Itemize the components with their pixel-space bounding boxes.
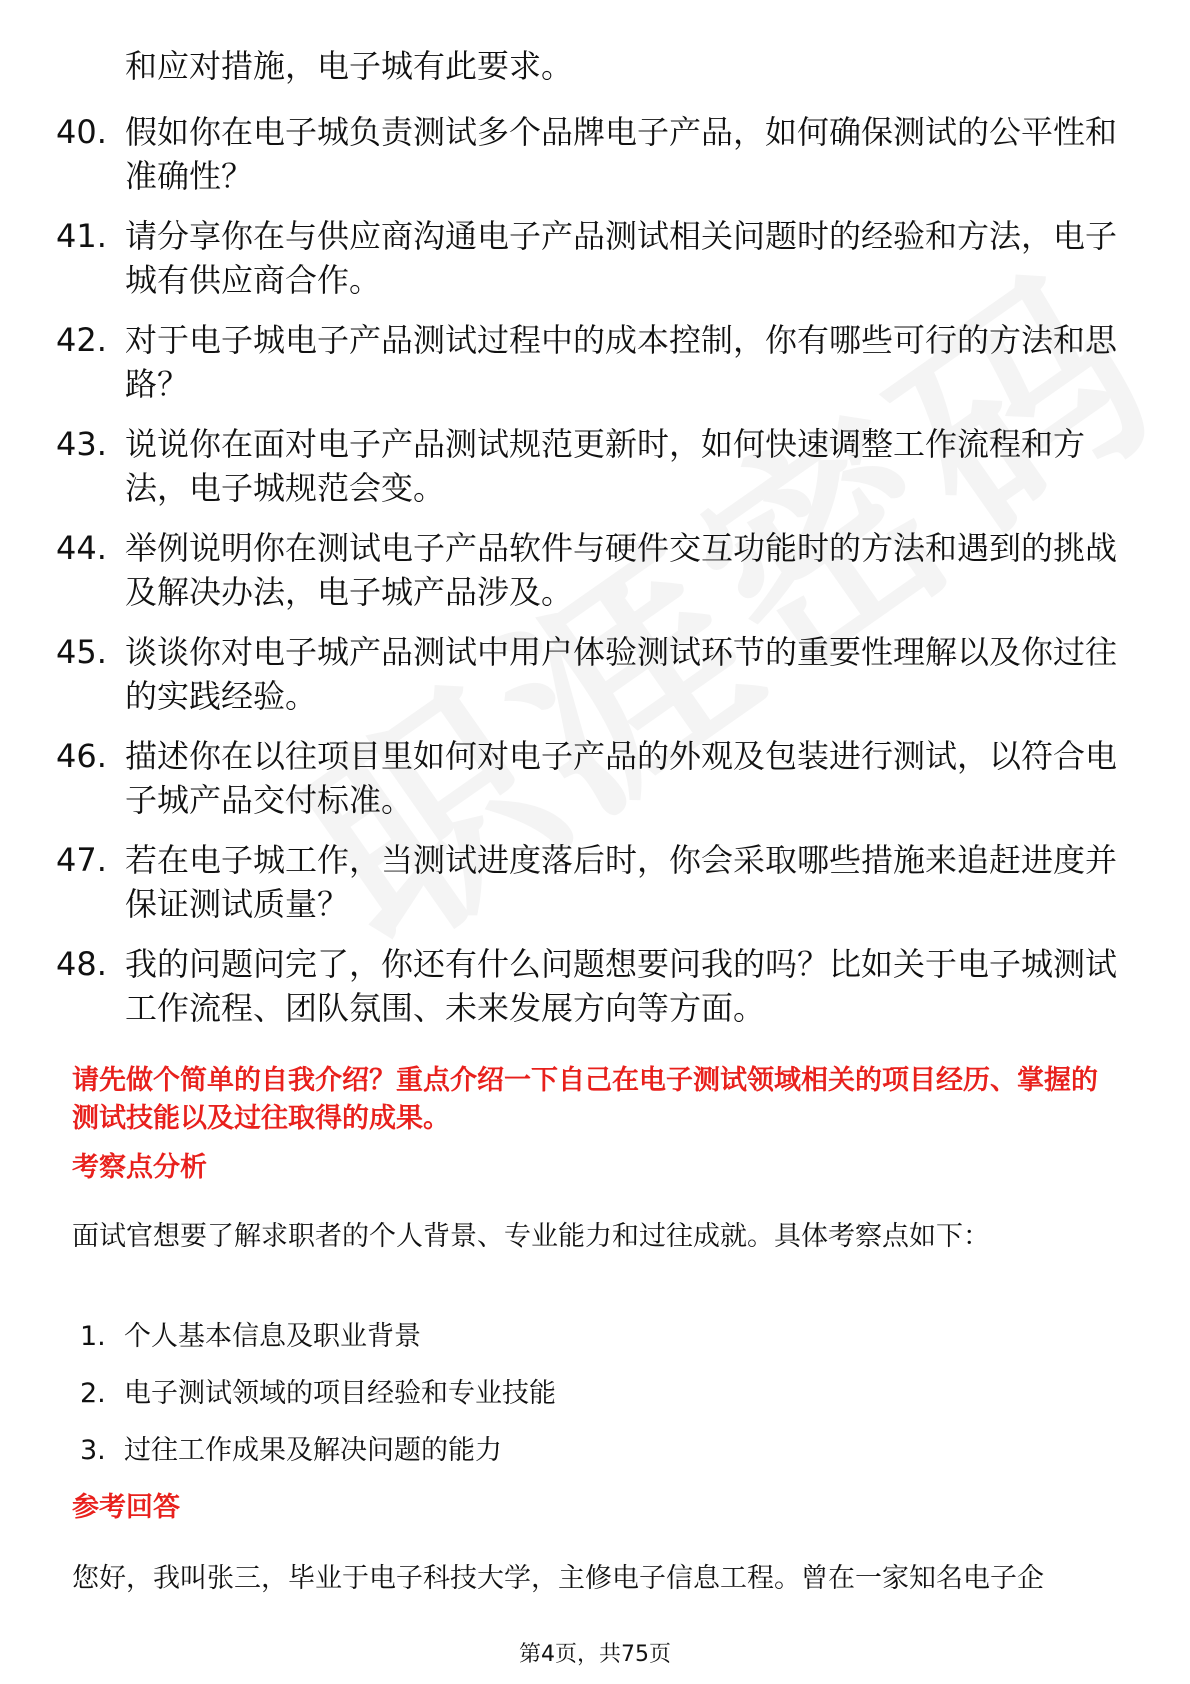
page-footer: 第4页，共75页 [519,1642,671,1667]
question-number: 48. [56,945,107,983]
question-number: 47. [56,841,107,879]
question-text: 对于电子城电子产品测试过程中的成本控制，你有哪些可行的方法和思路？ [125,321,1118,403]
question-text: 谈谈你对电子城产品测试中用户体验测试环节的重要性理解以及你过往的实践经验。 [125,633,1118,715]
analysis-point [80,1318,556,1356]
question-number: 44. [56,529,107,567]
question-list [56,110,1126,1046]
analysis-points-list [80,1318,556,1489]
question-number: 43. [56,425,107,463]
question-number: 40. [56,113,107,151]
analysis-intro: 面试官想要了解求职者的个人背景、专业能力和过往成就。具体考察点如下： [72,1221,990,1252]
question-item [56,422,1126,510]
question-text: 假如你在电子城负责测试多个品牌电子产品，如何确保测试的公平性和准确性？ [125,113,1118,195]
question-item [56,526,1126,614]
question-text: 我的问题问完了，你还有什么问题想要问我的吗？比如关于电子城测试工作流程、团队氛围、未来发展方向等方面。 [125,945,1118,1027]
analysis-point [80,1375,556,1413]
analysis-point-text: 过往工作成果及解决问题的能力 [124,1435,502,1466]
analysis-point-text: 电子测试领域的项目经验和专业技能 [124,1378,556,1409]
highlighted-question: 请先做个简单的自我介绍？重点介绍一下自己在电子测试领域相关的项目经历、掌握的测试技能以及过往取得的成果。 [72,1065,1098,1134]
question-number: 45. [56,633,107,671]
question-number: 41. [56,217,107,255]
analysis-point-number: 1. [80,1321,106,1352]
question-item [56,942,1126,1030]
analysis-point-number: 3. [80,1435,106,1466]
question-item [56,214,1126,302]
analysis-point-text: 个人基本信息及职业背景 [124,1321,421,1352]
question-text: 请分享你在与供应商沟通电子产品测试相关问题时的经验和方法，电子城有供应商合作。 [125,217,1118,299]
analysis-heading: 考察点分析 [72,1152,207,1183]
question-text: 描述你在以往项目里如何对电子产品的外观及包装进行测试，以符合电子城产品交付标准。 [125,737,1118,819]
reference-heading: 参考回答 [72,1492,180,1523]
question-text: 说说你在面对电子产品测试规范更新时，如何快速调整工作流程和方法，电子城规范会变。 [125,425,1086,507]
question-item [56,110,1126,198]
reference-answer-text: 您好，我叫张三，毕业于电子科技大学，主修电子信息工程。曾在一家知名电子企 [72,1563,1044,1594]
question-item [56,630,1126,718]
question-number: 42. [56,321,107,359]
question-item [56,838,1126,926]
question-text: 若在电子城工作，当测试进度落后时，你会采取哪些措施来追赶进度并保证测试质量？ [125,841,1118,923]
analysis-point-number: 2. [80,1378,106,1409]
question-item [56,734,1126,822]
question-number: 46. [56,737,107,775]
question-item [56,318,1126,406]
question-continuation: 和应对措施，电子城有此要求。 [125,47,574,85]
question-text: 举例说明你在测试电子产品软件与硬件交互功能时的方法和遇到的挑战及解决办法，电子城产品涉及。 [125,529,1118,611]
analysis-point [80,1432,556,1470]
